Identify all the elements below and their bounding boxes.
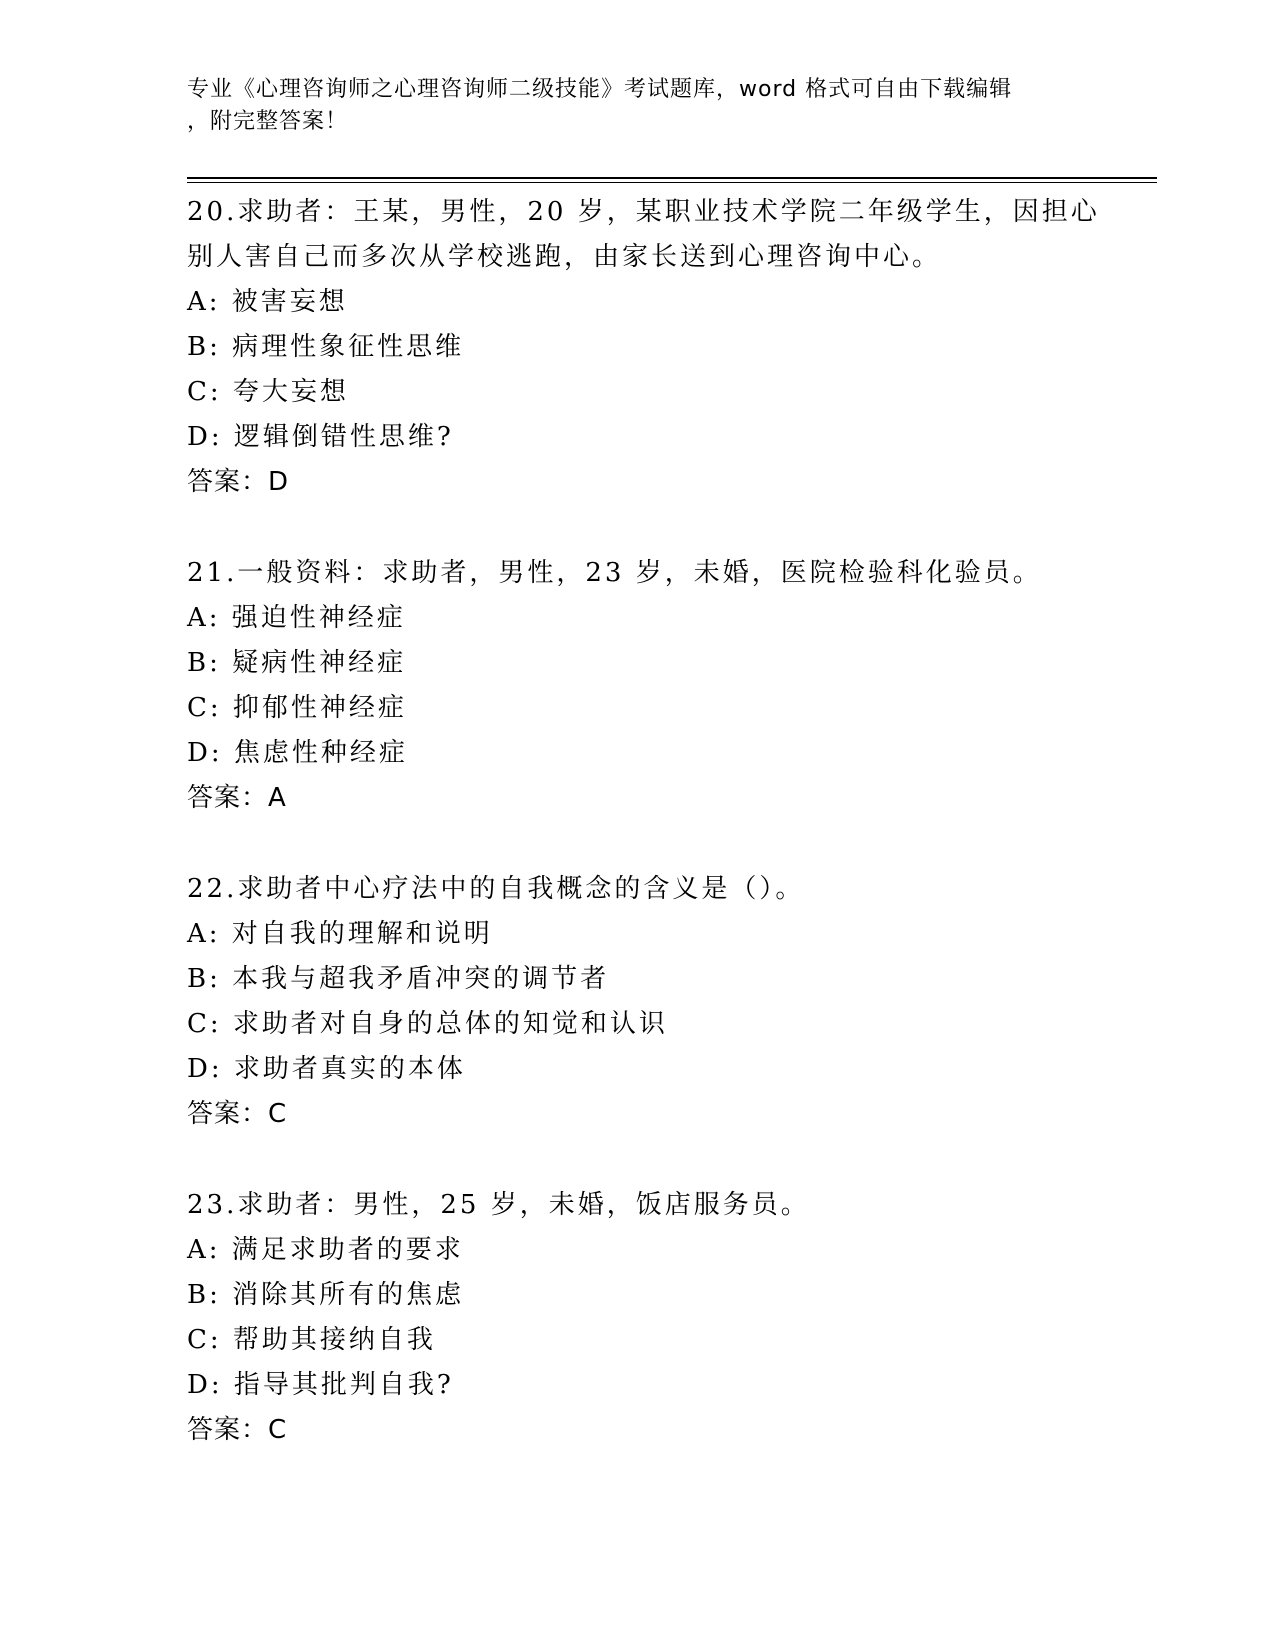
- header-line-2: ，附完整答案！: [187, 109, 349, 134]
- option-d: D: 求助者真实的本体: [187, 1054, 466, 1084]
- option-c: C: 抑郁性神经症: [187, 693, 407, 723]
- option-a: A: 强迫性神经症: [187, 603, 406, 633]
- document-header: [187, 74, 1087, 138]
- option-c: C: 帮助其接纳自我: [187, 1325, 436, 1355]
- header-line-1: 专业《心理咨询师之心理咨询师二级技能》考试题库，word 格式可自由下载编辑: [187, 77, 1013, 102]
- question-list: [187, 190, 1100, 1499]
- question-item: [187, 551, 1087, 821]
- option-b: B: 消除其所有的焦虑: [187, 1280, 465, 1310]
- option-d: D: 逻辑倒错性思维?: [187, 422, 454, 452]
- answer-label: 答案：D: [187, 467, 290, 497]
- option-a: A: 满足求助者的要求: [187, 1235, 464, 1265]
- question-item: [187, 1183, 1087, 1453]
- option-b: B: 疑病性神经症: [187, 648, 407, 678]
- question-item: [187, 867, 1087, 1137]
- question-stem: 23.求助者：男性，25 岁，未婚，饭店服务员。: [187, 1190, 810, 1220]
- option-c: C: 求助者对自身的总体的知觉和认识: [187, 1009, 668, 1039]
- option-d: D: 焦虑性种经症: [187, 738, 408, 768]
- question-stem: 20.求助者：王某，男性，20 岁，某职业技术学院二年级学生，因担心: [187, 197, 1100, 227]
- option-b: B: 本我与超我矛盾冲突的调节者: [187, 964, 610, 994]
- option-a: A: 对自我的理解和说明: [187, 919, 493, 949]
- header-divider-thick: [187, 177, 1157, 179]
- option-c: C: 夸大妄想: [187, 377, 349, 407]
- option-b: B: 病理性象征性思维: [187, 332, 465, 362]
- answer-label: 答案：C: [187, 1415, 288, 1445]
- question-stem: 21.一般资料：求助者，男性，23 岁，未婚，医院检验科化验员。: [187, 558, 1042, 588]
- option-d: D: 指导其批判自我?: [187, 1370, 454, 1400]
- question-item: [187, 190, 1100, 505]
- answer-label: 答案：C: [187, 1099, 288, 1129]
- question-stem: 22.求助者中心疗法中的自我概念的含义是（）。: [187, 874, 805, 904]
- option-a: A: 被害妄想: [187, 287, 348, 317]
- question-stem: 别人害自己而多次从学校逃跑，由家长送到心理咨询中心。: [187, 242, 942, 272]
- header-divider-thin: [187, 182, 1157, 183]
- answer-label: 答案：A: [187, 783, 287, 813]
